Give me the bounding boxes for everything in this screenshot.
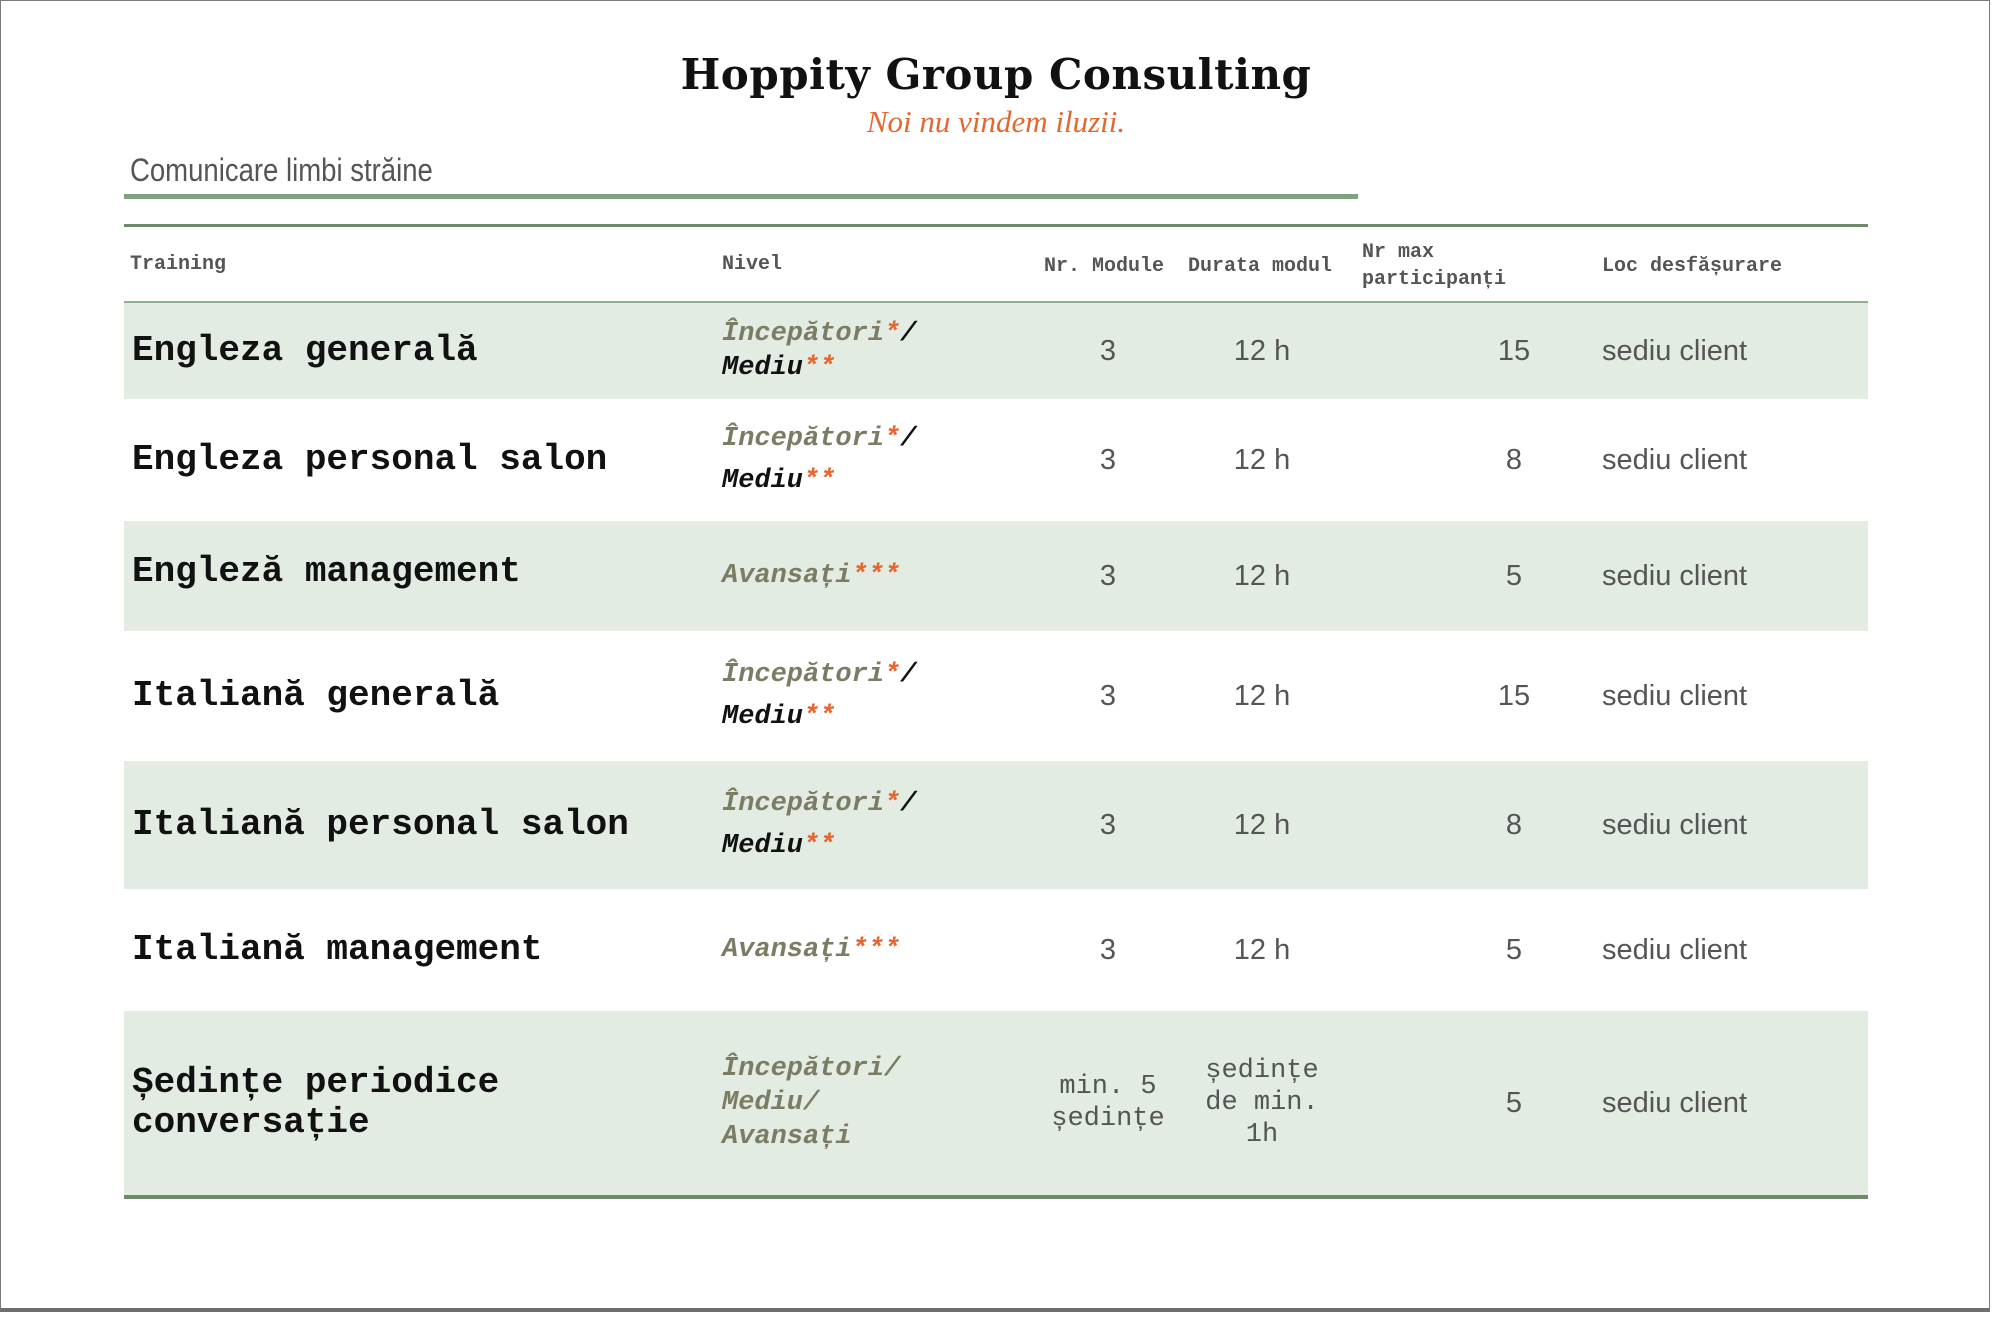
level-medium-star: **	[803, 702, 836, 732]
level-beginner-star: *	[884, 424, 901, 454]
level-medium-star: **	[803, 466, 836, 496]
location: sediu client	[1602, 933, 1748, 966]
location: sediu client	[1602, 559, 1748, 592]
level-medium-star: **	[803, 831, 836, 861]
table-row	[124, 631, 1868, 761]
level-cell	[722, 1011, 1022, 1195]
column-header-participants-line1: Nr max	[1362, 241, 1435, 264]
training-name: Engleza generală	[132, 330, 478, 371]
module-duration: 12 h	[1233, 933, 1291, 966]
max-participants: 5	[1505, 1086, 1523, 1119]
level-cell	[722, 761, 1022, 889]
training-name: Engleză management	[132, 551, 521, 592]
training-name	[132, 1011, 712, 1195]
max-participants: 15	[1497, 679, 1531, 712]
location: sediu client	[1602, 334, 1748, 367]
modules-count: 3	[1099, 559, 1117, 592]
column-header-modules: Nr. Module	[1044, 255, 1165, 278]
duration-line2: de min.	[1205, 1088, 1319, 1118]
training-table	[124, 224, 1868, 1199]
level-advanced: Avansați	[722, 935, 852, 965]
modules-count: 3	[1099, 808, 1117, 841]
training-name: Italiană management	[132, 929, 543, 970]
level-medium: Mediu	[722, 353, 804, 383]
level-beginner-star: *	[884, 660, 901, 690]
column-header-level: Nivel	[722, 253, 783, 276]
training-name: Italiană personal salon	[132, 804, 629, 845]
location: sediu client	[1602, 808, 1748, 841]
level-beginner: Începători	[722, 789, 885, 819]
section-divider	[124, 194, 1358, 199]
max-participants: 5	[1505, 933, 1523, 966]
duration-line3: 1h	[1245, 1120, 1279, 1150]
level-cell	[722, 399, 1022, 521]
level-beginner-star: *	[884, 319, 901, 349]
column-header-duration: Durata modul	[1188, 255, 1333, 278]
level-slash: /	[900, 424, 917, 454]
table-header-row	[124, 227, 1868, 303]
modules-count: 3	[1099, 679, 1117, 712]
module-duration: 12 h	[1233, 443, 1291, 476]
modules-count	[1038, 1011, 1178, 1195]
duration-line1: ședințe	[1205, 1056, 1319, 1086]
module-duration: 12 h	[1233, 334, 1291, 367]
level-medium-star: **	[803, 353, 836, 383]
table-row	[124, 1011, 1868, 1195]
table-bottom-rule	[124, 1195, 1868, 1199]
company-tagline: Noi nu vindem iluzii.	[866, 104, 1126, 139]
modules-line1: min. 5	[1059, 1072, 1157, 1102]
company-title: Hoppity Group Consulting	[680, 50, 1312, 99]
table-row	[124, 303, 1868, 399]
module-duration	[1182, 1011, 1342, 1195]
level-medium: Mediu	[722, 702, 804, 732]
level-cell	[722, 521, 1022, 631]
level-line1: Începători/	[722, 1054, 901, 1084]
level-slash: /	[900, 660, 917, 690]
level-beginner: Începători	[722, 660, 885, 690]
module-duration: 12 h	[1233, 679, 1291, 712]
level-cell	[722, 889, 1022, 1011]
table-row	[124, 889, 1868, 1011]
location: sediu client	[1602, 1086, 1748, 1119]
column-header-participants-line2: participanți	[1362, 268, 1507, 291]
max-participants: 8	[1505, 443, 1523, 476]
module-duration: 12 h	[1233, 559, 1291, 592]
level-line2: Mediu/	[722, 1088, 820, 1118]
level-advanced: Avansați	[722, 561, 852, 591]
training-name: Engleza personal salon	[132, 439, 608, 480]
level-slash: /	[900, 319, 917, 349]
level-beginner-star: *	[884, 789, 901, 819]
training-name-line2: conversație	[132, 1102, 370, 1143]
modules-count: 3	[1099, 443, 1117, 476]
table-row	[124, 399, 1868, 521]
level-beginner: Începători	[722, 424, 885, 454]
modules-count: 3	[1099, 334, 1117, 367]
table-row	[124, 761, 1868, 889]
location: sediu client	[1602, 679, 1748, 712]
level-cell	[722, 631, 1022, 761]
section-heading: Comunicare limbi străine	[130, 152, 433, 188]
training-name-line1: Ședințe periodice	[132, 1062, 500, 1103]
module-duration: 12 h	[1233, 808, 1291, 841]
level-slash: /	[900, 789, 917, 819]
level-cell	[722, 303, 1022, 399]
level-advanced-star: ***	[851, 561, 901, 591]
table-row	[124, 521, 1868, 631]
column-header-training: Training	[130, 253, 227, 276]
modules-line2: ședințe	[1051, 1104, 1165, 1134]
column-header-participants	[1362, 239, 1506, 293]
level-line3: Avansați	[722, 1122, 852, 1152]
training-name: Italiană generală	[132, 675, 500, 716]
level-medium: Mediu	[722, 831, 804, 861]
max-participants: 15	[1497, 334, 1531, 367]
column-header-location: Loc desfășurare	[1602, 255, 1783, 278]
location: sediu client	[1602, 443, 1748, 476]
level-medium: Mediu	[722, 466, 804, 496]
level-advanced-star: ***	[851, 935, 901, 965]
max-participants: 8	[1505, 808, 1523, 841]
max-participants: 5	[1505, 559, 1523, 592]
level-beginner: Începători	[722, 319, 885, 349]
modules-count: 3	[1099, 933, 1117, 966]
